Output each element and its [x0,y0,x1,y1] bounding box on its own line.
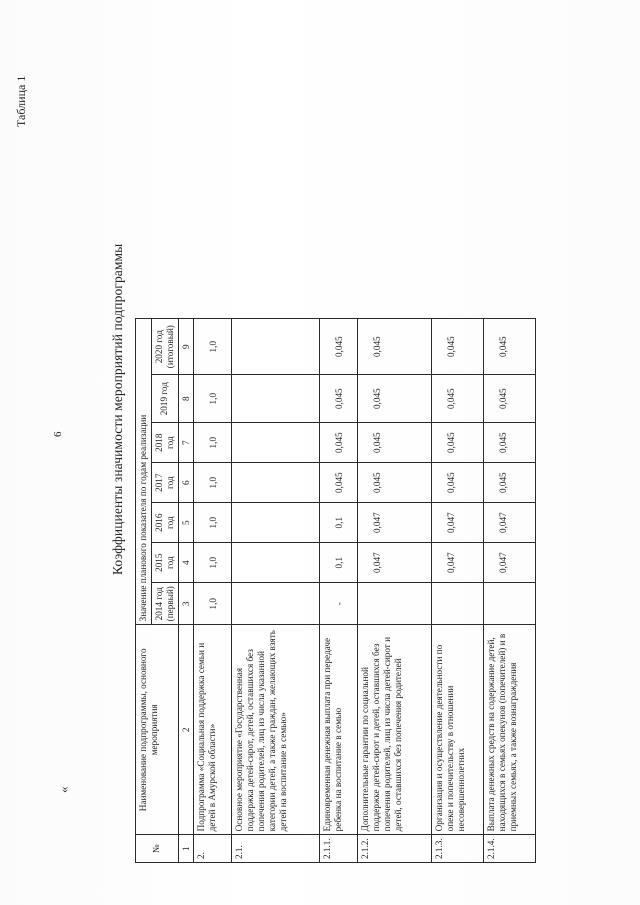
value-cell: 0,1 [320,503,358,543]
page-number: 6 [52,431,64,437]
table-row [432,319,484,863]
column-index: 2 [178,625,194,835]
column-index: 9 [178,319,194,375]
header-row-1 [136,319,152,863]
table-label: Таблица 1 [14,75,28,127]
value-cell: 1,0 [194,423,232,463]
value-cell: 0,045 [484,319,536,375]
value-cell: - [320,583,358,625]
value-cell: 0,045 [358,423,432,463]
column-index: 5 [178,503,194,543]
row-name: Выплата денежных средств на содержание детей, находящихся в семьях опекунов (попечителей) и в приемных семьях, а также вознаграждения [484,625,536,835]
value-cell [432,583,484,625]
table-row [484,319,536,863]
column-index: 8 [178,375,194,423]
value-cell: 0,047 [432,503,484,543]
header-number: № [136,835,179,863]
value-cell: 0,045 [358,375,432,423]
page-title: Коэффициенты значимости мероприятий подпрограммы [110,243,125,575]
row-number: 2.1.4. [484,835,536,863]
row-name: Основное мероприятие «Государственная поддержка детей-сирот, детей, оставшихся без попечения родителей, лиц из числа указанной категории детей, а также граждан, желающих взять детей на воспитание в семью» [232,625,320,835]
value-cell [232,375,320,423]
header-year: 2018 год [151,423,178,463]
value-cell: 0,045 [432,423,484,463]
value-cell: 1,0 [194,583,232,625]
header-year: 2019 год [151,375,178,423]
column-index: 4 [178,543,194,583]
value-cell [484,583,536,625]
value-cell: 0,045 [432,375,484,423]
value-cell: 0,045 [320,463,358,503]
row-name: Дополнительные гарантии по социальной поддержке детей-сирот и детей, оставшихся без попечения родителей, лиц из числа детей-сирот и детей, оставшихся без попечения родителей [358,625,432,835]
row-number: 2.1.2. [358,835,432,863]
value-cell: 0,047 [484,503,536,543]
value-cell: 1,0 [194,543,232,583]
table-row [194,319,232,863]
value-cell: 0,045 [484,463,536,503]
value-cell [232,463,320,503]
row-number: 2. [194,835,232,863]
row-number: 2.1. [232,835,320,863]
value-cell: 0,045 [484,375,536,423]
value-cell: 1,0 [194,319,232,375]
value-cell [358,583,432,625]
value-cell: 1,0 [194,463,232,503]
column-index: 7 [178,423,194,463]
value-cell: 1,0 [194,375,232,423]
column-index: 3 [178,583,194,625]
row-number: 2.1.1. [320,835,358,863]
value-cell: 1,0 [194,503,232,543]
value-cell [232,423,320,463]
header-values-group: Значение планового показателя по годам реализации [136,319,152,625]
row-number: 2.1.3. [432,835,484,863]
table-row [358,319,432,863]
value-cell [232,583,320,625]
row-name: Организация и осуществление деятельности по опеке и попечительству в отношении несовершеннолетних [432,625,484,835]
value-cell [232,543,320,583]
row-name: Единовременная денежная выплата при передаче ребенка на воспитание в семью [320,625,358,835]
value-cell: 0,1 [320,543,358,583]
value-cell: 0,045 [432,463,484,503]
value-cell: 0,045 [320,423,358,463]
value-cell: 0,045 [358,319,432,375]
value-cell [232,319,320,375]
header-year: 2014 год (первый) [151,583,178,625]
header-year: 2015 год [151,543,178,583]
value-cell: 0,047 [484,543,536,583]
quote-mark: « [56,786,71,793]
value-cell: 0,047 [358,543,432,583]
value-cell [232,503,320,543]
table-row [320,319,358,863]
value-cell: 0,045 [432,319,484,375]
value-cell: 0,045 [484,423,536,463]
coefficients-table [135,318,536,863]
column-number-row [178,319,194,863]
value-cell: 0,047 [432,543,484,583]
value-cell: 0,047 [358,503,432,543]
value-cell: 0,045 [358,463,432,503]
header-year: 2020 год (итоговый) [151,319,178,375]
column-index: 6 [178,463,194,503]
table-row [232,319,320,863]
header-year: 2017 год [151,463,178,503]
row-name: Подпрограмма «Социальная поддержка семьи и детей в Амурской области» [194,625,232,835]
header-year: 2016 год [151,503,178,543]
header-name: Наименование подпрограммы, основного мероприятия [136,625,179,835]
column-index: 1 [178,835,194,863]
value-cell: 0,045 [320,375,358,423]
value-cell: 0,045 [320,319,358,375]
